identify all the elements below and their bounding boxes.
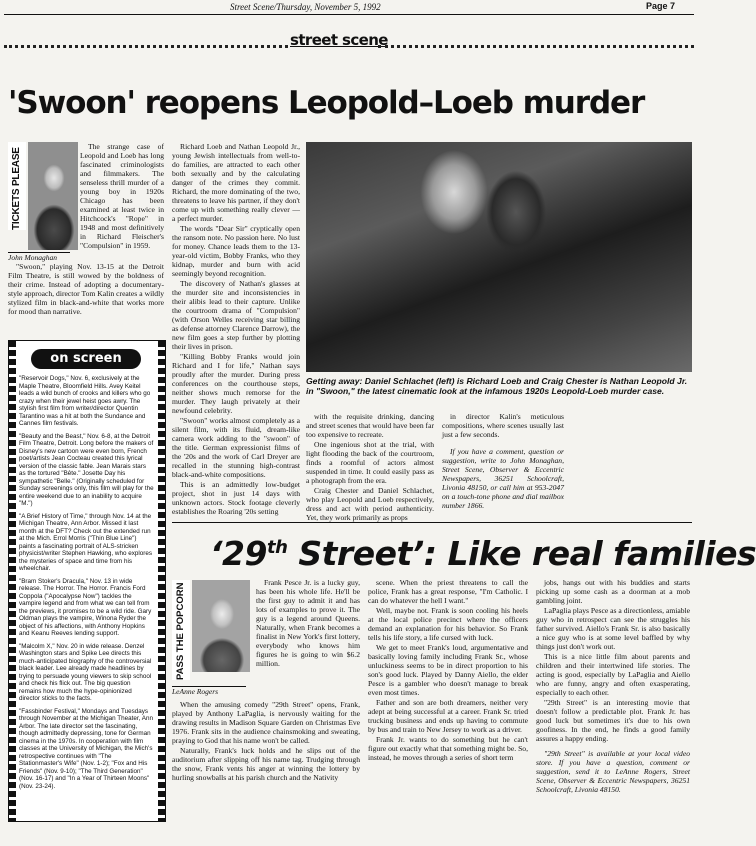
article1-paragraph: in director Kalin's meticulous compositions, where scenes usually last just a few seconds. [442,412,564,439]
article2-kicker: PASS THE POPCORN [175,582,186,680]
film-strip-left [9,341,16,821]
article2-paragraph: Naturally, Frank's luck holds and he slips out of the auditorium after slipping off his name tag. Trudging through the snow, Frank vents his anger at winning the lottery by hurling snowballs at his parish church and the Nativity [172,746,360,782]
article1-paragraph: with the requisite drinking, dancing and street scenes that would have been far too expensive to recreate. [306,412,434,439]
on-screen-item: "Bram Stoker's Dracula," Nov. 13 in wide release. The Horror. The Horror. Francis Ford Coppola ("Apocalypse Now") tackles the vampire legend and from what we can tell from the previews, it promises to be a wild ride. Gary Oldman plays the vampire, Winona Ryder the object of his affections, with Anthony Hopkins and Keanu Reeves lending support. [19,577,152,637]
article2-paragraph: Frank Jr. wants to do something but he can't figure out exactly what that something might be. So, instead, he moves through a series of short term [368,735,528,762]
author-photo [28,142,78,250]
on-screen-item: "A Brief History of Time," through Nov. 14 at the Michigan Theatre, Ann Arbor. Missed it last month at the DFT? Check out the extended run at the Mich. Errol Morris ("Thin Blue Line") paints a fascinating portrait of ALS-stricken physicist/writer Stephen Hawking, who explores the mysteries of space and time from his wheelchair. [19,512,152,572]
article2-headline-post: Street’: Like real families [287,534,756,573]
article1-headline: 'Swoon' reopens Leopold–Loeb murder [8,85,645,121]
article1-paragraph: "Swoon," playing Nov. 13-15 at the Detroit Film Theatre, is still wowed by the boldness of their crime. Instead of adopting a documentary-style approach, director Tom Kalin creates a wildly stylized film in black-and-white that works more for mood than narrative. [8,262,164,316]
article1-column-1b [8,262,164,317]
article1-paragraph: The words "Dear Sir" cryptically open the ransom note. No passion here. No lust for money. Chance leads them to the 13-year-old victim, Bobby Franks, who they kidnap, murder and burn with acid seemingly beyond recognition. [172,224,300,278]
article1-column-2 [172,142,300,517]
article1-column-3 [306,412,434,523]
on-screen-list [19,375,154,790]
article2-column-1b [172,700,360,783]
article2-column-2 [368,578,528,763]
photo-caption [306,376,692,396]
article2-paragraph: scene. When the priest threatens to call the police, Frank has a great response, "I'm Catholic. I can do whatever the hell I want." [368,578,528,605]
article2-paragraph: jobs, hangs out with his buddies and starts picking up some cash as a doorman at a mob gambling joint. [536,578,690,605]
article1-paragraph: "Swoon" works almost completely as a silent film, with its fluid, dream-like camera work adding to the "swoon" of the title. German expressionist films of the '20s and the work of Carl Dreyer are recalled in the stunning high-contrast black-and-white compositions. [172,416,300,479]
article1-kicker-box [8,142,26,230]
article1-tagline: If you have a comment, question or suggestion, write to John Monaghan, Street Scene, Observer & Eccentric Newspapers, 36251 Schoolcraft, Livonia 48150, or call him at 953-2047 on a touch-tone phone and dial mailbox number 1866. [442,447,564,510]
article2-column-3 [536,578,690,795]
on-screen-item: "Reservoir Dogs," Nov. 6, exclusively at the Maple Theatre, Bloomfield Hills. Avey Keitel leads a wild bunch of crooks and killers who go crazy when their jewel heist goes awry. The stylish first film from writer/director Quentin Tarantino was a hit at both the Sundance and Cannes film festivals. [19,375,151,427]
film-still-photo [306,142,692,372]
article2-kicker-box [172,580,190,680]
article1-paragraph: The discovery of Nathan's glasses at the murder site and inconsistencies in their alibis lead to their capture. Unlike the courtroom drama of "Compulsion" (with Orson Welles receiving star billing as defense attorney Clarence Darrow), the new film goes a step further by plotting their lives in prison. [172,279,300,351]
header-rule [4,14,694,15]
article1-column-4 [442,412,564,511]
author-photo-2 [192,580,250,672]
on-screen-sidebar [8,340,166,822]
on-screen-item: "Fassbinder Festival," Mondays and Tuesdays through November at the Michigan Theater, Ann Arbor. The late director set the fascinating, though admittedly depressing, tone for German cinema in the 1970s. In cooperation with film classes at the University of Michigan, the Mich's retrospective continues with "The Stationmaster's Wife" (Nov. 1-2); "Fox and His Friends" (Nov. 9-10); "The Third Generation" (Nov. 16-17) and "In a Year of Thirteen Moons" (Nov. 23-24). [19,707,153,790]
article2-headline-pre: ‘29 [210,534,267,573]
article2-paragraph: We get to meet Frank's loud, argumentative and basically loving family including Frank Sr., whose unluckiness seems to be in direct proportion to his son's good luck. Played by Danny Aiello, the elder Pesce is a gambler who doesn't manage to break even most times. [368,643,528,697]
on-screen-title: on screen [31,349,141,369]
article1-paragraph: Craig Chester and Daniel Schlachet, who play Leopold and Loeb respectively, dress and act with period authenticity. Yet, they work primarily as props [306,486,434,522]
article2-paragraph: This is a nice little film about parents and children and their intertwined life stories. The acting is good, especially by LaPaglia and Aiello who are funny, angry and often exasperating, especially to each other. [536,652,690,697]
article2-column-1 [256,578,360,669]
article1-paragraph: Richard Loeb and Nathan Leopold Jr., young Jewish intellectuals from well-to-do families, are attracted to each other both sexually and by the calculating danger of the crimes they commit. Richard, the more dominating of the two, threatens to leave his partner, if they don't come up with something really clever — a perfect murder. [172,142,300,223]
caption-lead: Getting away: [306,376,363,386]
article2-paragraph: Father and son are both dreamers, neither very adept at being successful at a career. Frank Sr. tried trucking business and ends up having to commute by bus and train to New Jersey to work as a driver. [368,698,528,734]
page-number: Page 7 [646,1,676,11]
publication-line: Street Scene/Thursday, November 5, 1992 [230,2,381,12]
article2-paragraph: Well, maybe not. Frank is soon cooling his heels at the local police precinct where the officers demand an explanation for his behavior. So Frank tells his life story, a life cursed with luck. [368,606,528,642]
article2-tagline: "29th Street" is available at your local video store. If you have a question, comment or suggestion, send it to LeAnne Rogers, Street Scene, Observer & Eccentric Newspapers, 36251 Schoolcraft, Livonia 48150. [536,749,690,794]
article2-headline-sup: th [266,537,288,558]
article1-paragraph: This is an admittedly low-budget project, shot in just 14 days with unknown actors. Stock footage cleverly establishes the Roaring '20s setting [172,480,300,516]
article2-headline [210,530,756,572]
on-screen-item: "Malcolm X," Nov. 20 in wide release. Denzel Washington stars and Spike Lee directs this much-anticipated biography of the controversial black leader. Lee already made headlines by trying to persuade young viewers to skip school and check his flick out. The big question remains how much the hype-opinionized director sticks to the facts. [19,642,152,702]
article1-byline: John Monaghan [8,252,70,262]
section-title: street scene [290,31,388,49]
article2-rule [172,522,692,523]
article1-paragraph: "Killing Bobby Franks would join Richard and I for life," Nathan says proudly after the murder. During press conferences on the courthouse steps, neither shows much remorse for the murder. They laugh privately at their newfound celebrity. [172,352,300,415]
article2-paragraph: Frank Pesce Jr. is a lucky guy, has been his whole life. He'll be the first guy to admit it and has lots of examples to prove it. The guy is a legend around Queens. Naturally, when Frank becomes a finalist in New York's first lottery, everybody who knows him figures he is going to win $6.2 million. [256,578,360,668]
article1-paragraph: One ingenious shot at the trial, with light flooding the back of the courtroom, finds a roomful of actors almost suspended in time. It could easily pass as a photograph from the era. [306,440,434,485]
article2-paragraph: LaPaglia plays Pesce as a directionless, amiable guy who in retrospect can see the struggles his father survived. Aiello's Frank Sr. is also basically a nice guy who is at some level baffled by why things just don't work out. [536,606,690,651]
on-screen-item: "Beauty and the Beast," Nov. 6-8, at the Detroit Film Theatre, Detroit. Long before the makers of Disney's new cartoon were even born, French poet/artists Jean Cocteau created this lyrical version of the classic fable. Jean Marais stars as the tortured "Bête." Josette Day his sympathetic "Belle." (Originally scheduled for Sunday screenings only, this film will play for the entire weekend due to an inability to acquire "M.") [19,432,154,507]
header-dots-right [378,45,694,48]
article1-kicker: TICKETS PLEASE [11,147,22,230]
article2-byline: LeAnne Rogers [172,686,246,696]
article2-paragraph: When the amusing comedy "29th Street" opens, Frank, played by Anthony LaPaglia, is nervously waiting for the drawing results in Madison Square Garden on Christmas Eve 1976. Frank sits in the audience chainsmoking and sweating, praying to God that his name won't be called. [172,700,360,745]
header-dots-left [4,45,288,48]
film-strip-right [158,341,165,821]
article1-column-1 [80,142,164,251]
article1-paragraph: The strange case of Leopold and Loeb has long fascinated criminologists and filmmakers. The senseless thrill murder of a young boy in 1920s Chicago has been examined at least twice in Hitchcock's "Rope" in 1948 and most definitively in Richard Fleischer's "Compulsion" in 1959. [80,142,164,250]
article2-paragraph: "29th Street" is an interesting movie that doesn't follow a predictable plot. Frank Jr. has good luck but sometimes it's due to his own goofiness. In the end, he finds a good family assures a happy ending. [536,698,690,743]
caption-text: Daniel Schlachet (left) is Richard Loeb and Craig Chester is Nathan Leopold Jr. in "Swoon," the latest cinematic look at the infamous 1920s Leopold-Loeb murder case. [306,376,688,396]
